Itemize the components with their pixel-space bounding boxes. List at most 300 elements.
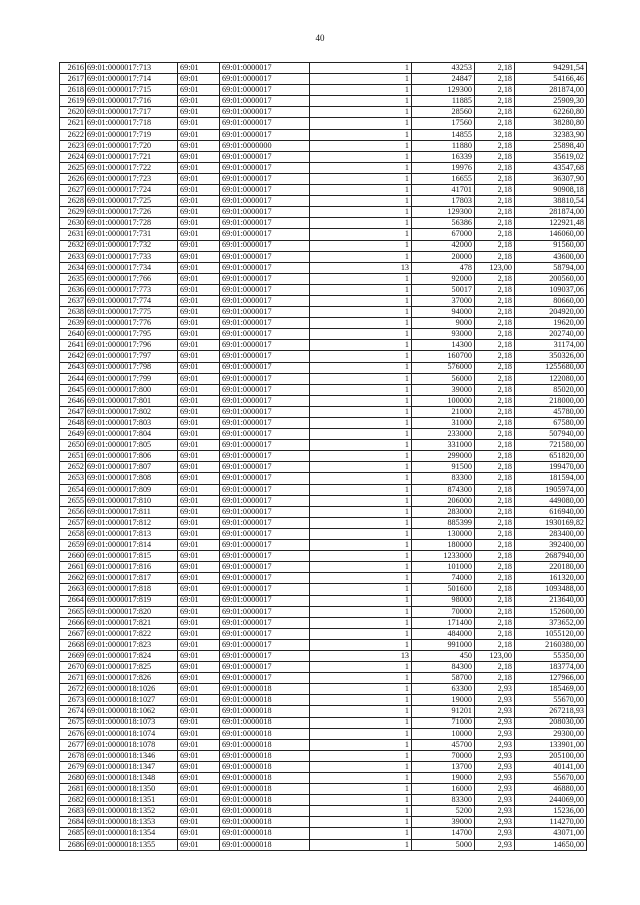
rate-cell: 2,18 <box>475 584 515 595</box>
rate-cell: 2,18 <box>475 517 515 528</box>
cadastral-block-cell: 69:01:0000017 <box>220 85 310 96</box>
cadastral-block-cell: 69:01:0000018 <box>220 817 310 828</box>
table-row <box>60 562 587 573</box>
row-number-cell: 2639 <box>60 318 86 329</box>
row-number-cell: 2675 <box>60 717 86 728</box>
rate-cell: 2,18 <box>475 140 515 151</box>
cadastral-number-cell: 69:01:0000017:807 <box>86 462 178 473</box>
area-cell: 24847 <box>412 74 475 85</box>
rate-cell: 123,00 <box>475 262 515 273</box>
value-cell: 46880,00 <box>515 784 587 795</box>
district-code-cell: 69:01 <box>178 739 220 750</box>
rate-cell: 2,18 <box>475 85 515 96</box>
row-number-cell: 2638 <box>60 307 86 318</box>
group-cell: 1 <box>310 784 412 795</box>
cadastral-block-cell: 69:01:0000017 <box>220 528 310 539</box>
group-cell: 1 <box>310 129 412 140</box>
value-cell: 35619,02 <box>515 151 587 162</box>
rate-cell: 2,18 <box>475 384 515 395</box>
row-number-cell: 2682 <box>60 795 86 806</box>
row-number-cell: 2660 <box>60 551 86 562</box>
row-number-cell: 2622 <box>60 129 86 140</box>
cadastral-number-cell: 69:01:0000018:1346 <box>86 750 178 761</box>
cadastral-block-cell: 69:01:0000017 <box>220 617 310 628</box>
group-cell: 1 <box>310 329 412 340</box>
cadastral-block-cell: 69:01:0000017 <box>220 395 310 406</box>
rate-cell: 2,18 <box>475 673 515 684</box>
rate-cell: 2,18 <box>475 540 515 551</box>
row-number-cell: 2657 <box>60 517 86 528</box>
cadastral-block-cell: 69:01:0000018 <box>220 695 310 706</box>
district-code-cell: 69:01 <box>178 185 220 196</box>
table-row <box>60 63 587 74</box>
cadastral-block-cell: 69:01:0000018 <box>220 706 310 717</box>
value-cell: 220180,00 <box>515 562 587 573</box>
district-code-cell: 69:01 <box>178 74 220 85</box>
group-cell: 1 <box>310 717 412 728</box>
district-code-cell: 69:01 <box>178 107 220 118</box>
area-cell: 160700 <box>412 351 475 362</box>
value-cell: 651820,00 <box>515 451 587 462</box>
row-number-cell: 2658 <box>60 528 86 539</box>
value-cell: 208030,00 <box>515 717 587 728</box>
value-cell: 85020,00 <box>515 384 587 395</box>
rate-cell: 2,18 <box>475 440 515 451</box>
table-row <box>60 240 587 251</box>
group-cell: 1 <box>310 207 412 218</box>
table-row <box>60 140 587 151</box>
row-number-cell: 2626 <box>60 173 86 184</box>
row-number-cell: 2655 <box>60 495 86 506</box>
area-cell: 92000 <box>412 273 475 284</box>
cadastral-number-cell: 69:01:0000017:811 <box>86 506 178 517</box>
table-row <box>60 129 587 140</box>
table-row <box>60 773 587 784</box>
area-cell: 233000 <box>412 429 475 440</box>
cadastral-block-cell: 69:01:0000017 <box>220 351 310 362</box>
rate-cell: 2,18 <box>475 573 515 584</box>
table-row <box>60 695 587 706</box>
rate-cell: 2,18 <box>475 406 515 417</box>
table-row <box>60 162 587 173</box>
district-code-cell: 69:01 <box>178 706 220 717</box>
district-code-cell: 69:01 <box>178 540 220 551</box>
rate-cell: 2,18 <box>475 340 515 351</box>
group-cell: 1 <box>310 728 412 739</box>
district-code-cell: 69:01 <box>178 262 220 273</box>
area-cell: 874300 <box>412 484 475 495</box>
rate-cell: 123,00 <box>475 650 515 661</box>
row-number-cell: 2637 <box>60 295 86 306</box>
cadastral-block-cell: 69:01:0000017 <box>220 562 310 573</box>
cadastral-block-cell: 69:01:0000017 <box>220 318 310 329</box>
district-code-cell: 69:01 <box>178 495 220 506</box>
value-cell: 25898,40 <box>515 140 587 151</box>
row-number-cell: 2645 <box>60 384 86 395</box>
cadastral-number-cell: 69:01:0000018:1347 <box>86 761 178 772</box>
table-row <box>60 584 587 595</box>
cadastral-block-cell: 69:01:0000017 <box>220 440 310 451</box>
area-cell: 11880 <box>412 140 475 151</box>
cadastral-number-cell: 69:01:0000018:1354 <box>86 828 178 839</box>
table-row <box>60 495 587 506</box>
row-number-cell: 2665 <box>60 606 86 617</box>
cadastral-number-cell: 69:01:0000017:823 <box>86 639 178 650</box>
cadastral-block-cell: 69:01:0000017 <box>220 229 310 240</box>
value-cell: 283400,00 <box>515 528 587 539</box>
area-cell: 17560 <box>412 118 475 129</box>
table-row <box>60 684 587 695</box>
group-cell: 1 <box>310 761 412 772</box>
cadastral-number-cell: 69:01:0000017:776 <box>86 318 178 329</box>
area-cell: 39000 <box>412 384 475 395</box>
value-cell: 183774,00 <box>515 662 587 673</box>
table-row <box>60 650 587 661</box>
cadastral-block-cell: 69:01:0000017 <box>220 329 310 340</box>
row-number-cell: 2670 <box>60 662 86 673</box>
district-code-cell: 69:01 <box>178 784 220 795</box>
area-cell: 56386 <box>412 218 475 229</box>
table-row <box>60 307 587 318</box>
group-cell: 1 <box>310 395 412 406</box>
value-cell: 350326,00 <box>515 351 587 362</box>
group-cell: 1 <box>310 273 412 284</box>
area-cell: 885399 <box>412 517 475 528</box>
row-number-cell: 2627 <box>60 185 86 196</box>
row-number-cell: 2634 <box>60 262 86 273</box>
table-row <box>60 85 587 96</box>
table-body <box>60 63 587 851</box>
area-cell: 20000 <box>412 251 475 262</box>
table-row <box>60 418 587 429</box>
rate-cell: 2,18 <box>475 284 515 295</box>
cadastral-block-cell: 69:01:0000017 <box>220 662 310 673</box>
table-row <box>60 628 587 639</box>
group-cell: 1 <box>310 418 412 429</box>
rate-cell: 2,18 <box>475 63 515 74</box>
cadastral-number-cell: 69:01:0000017:812 <box>86 517 178 528</box>
rate-cell: 2,18 <box>475 451 515 462</box>
district-code-cell: 69:01 <box>178 406 220 417</box>
district-code-cell: 69:01 <box>178 96 220 107</box>
group-cell: 1 <box>310 528 412 539</box>
rate-cell: 2,18 <box>475 429 515 440</box>
district-code-cell: 69:01 <box>178 795 220 806</box>
value-cell: 181594,00 <box>515 473 587 484</box>
group-cell: 1 <box>310 107 412 118</box>
cadastral-number-cell: 69:01:0000017:808 <box>86 473 178 484</box>
row-number-cell: 2623 <box>60 140 86 151</box>
table-row <box>60 828 587 839</box>
group-cell: 1 <box>310 750 412 761</box>
rate-cell: 2,18 <box>475 351 515 362</box>
cadastral-number-cell: 69:01:0000017:818 <box>86 584 178 595</box>
group-cell: 1 <box>310 662 412 673</box>
cadastral-number-cell: 69:01:0000018:1062 <box>86 706 178 717</box>
value-cell: 244069,00 <box>515 795 587 806</box>
value-cell: 200560,00 <box>515 273 587 284</box>
table-row <box>60 540 587 551</box>
value-cell: 507940,00 <box>515 429 587 440</box>
cadastral-block-cell: 69:01:0000017 <box>220 551 310 562</box>
row-number-cell: 2677 <box>60 739 86 750</box>
district-code-cell: 69:01 <box>178 695 220 706</box>
table-row <box>60 440 587 451</box>
area-cell: 501600 <box>412 584 475 595</box>
value-cell: 109037,06 <box>515 284 587 295</box>
value-cell: 91560,00 <box>515 240 587 251</box>
cadastral-block-cell: 69:01:0000017 <box>220 628 310 639</box>
group-cell: 1 <box>310 739 412 750</box>
table-row <box>60 739 587 750</box>
rate-cell: 2,18 <box>475 329 515 340</box>
table-row <box>60 606 587 617</box>
row-number-cell: 2685 <box>60 828 86 839</box>
cadastral-block-cell: 69:01:0000017 <box>220 63 310 74</box>
district-code-cell: 69:01 <box>178 240 220 251</box>
cadastral-block-cell: 69:01:0000017 <box>220 650 310 661</box>
group-cell: 1 <box>310 551 412 562</box>
rate-cell: 2,18 <box>475 151 515 162</box>
value-cell: 127966,00 <box>515 673 587 684</box>
cadastral-number-cell: 69:01:0000017:826 <box>86 673 178 684</box>
table-row <box>60 196 587 207</box>
cadastral-block-cell: 69:01:0000018 <box>220 728 310 739</box>
cadastral-block-cell: 69:01:0000018 <box>220 839 310 850</box>
rate-cell: 2,93 <box>475 806 515 817</box>
cadastral-number-cell: 69:01:0000017:804 <box>86 429 178 440</box>
row-number-cell: 2672 <box>60 684 86 695</box>
rate-cell: 2,18 <box>475 628 515 639</box>
rate-cell: 2,18 <box>475 74 515 85</box>
cadastral-block-cell: 69:01:0000017 <box>220 185 310 196</box>
table-row <box>60 451 587 462</box>
cadastral-block-cell: 69:01:0000017 <box>220 251 310 262</box>
cadastral-number-cell: 69:01:0000017:720 <box>86 140 178 151</box>
area-cell: 45700 <box>412 739 475 750</box>
group-cell: 1 <box>310 96 412 107</box>
cadastral-number-cell: 69:01:0000017:713 <box>86 63 178 74</box>
group-cell: 1 <box>310 462 412 473</box>
district-code-cell: 69:01 <box>178 362 220 373</box>
cadastral-block-cell: 69:01:0000017 <box>220 173 310 184</box>
group-cell: 1 <box>310 506 412 517</box>
value-cell: 54166,46 <box>515 74 587 85</box>
cadastral-number-cell: 69:01:0000018:1355 <box>86 839 178 850</box>
cadastral-block-cell: 69:01:0000017 <box>220 573 310 584</box>
rate-cell: 2,18 <box>475 107 515 118</box>
rate-cell: 2,93 <box>475 773 515 784</box>
row-number-cell: 2664 <box>60 595 86 606</box>
group-cell: 1 <box>310 362 412 373</box>
cadastral-number-cell: 69:01:0000017:731 <box>86 229 178 240</box>
table-row <box>60 817 587 828</box>
value-cell: 281874,00 <box>515 207 587 218</box>
row-number-cell: 2643 <box>60 362 86 373</box>
district-code-cell: 69:01 <box>178 129 220 140</box>
cadastral-number-cell: 69:01:0000017:821 <box>86 617 178 628</box>
cadastral-block-cell: 69:01:0000017 <box>220 495 310 506</box>
rate-cell: 2,93 <box>475 839 515 850</box>
table-row <box>60 340 587 351</box>
table-row <box>60 218 587 229</box>
cadastral-number-cell: 69:01:0000017:800 <box>86 384 178 395</box>
value-cell: 161320,00 <box>515 573 587 584</box>
rate-cell: 2,18 <box>475 606 515 617</box>
value-cell: 62260,80 <box>515 107 587 118</box>
district-code-cell: 69:01 <box>178 773 220 784</box>
value-cell: 205100,00 <box>515 750 587 761</box>
cadastral-block-cell: 69:01:0000017 <box>220 307 310 318</box>
rate-cell: 2,18 <box>475 418 515 429</box>
group-cell: 1 <box>310 340 412 351</box>
district-code-cell: 69:01 <box>178 673 220 684</box>
district-code-cell: 69:01 <box>178 418 220 429</box>
cadastral-number-cell: 69:01:0000017:816 <box>86 562 178 573</box>
area-cell: 478 <box>412 262 475 273</box>
area-cell: 17803 <box>412 196 475 207</box>
cadastral-block-cell: 69:01:0000017 <box>220 107 310 118</box>
rate-cell: 2,18 <box>475 207 515 218</box>
group-cell: 1 <box>310 817 412 828</box>
district-code-cell: 69:01 <box>178 373 220 384</box>
value-cell: 36307,90 <box>515 173 587 184</box>
rate-cell: 2,18 <box>475 162 515 173</box>
district-code-cell: 69:01 <box>178 584 220 595</box>
rate-cell: 2,18 <box>475 462 515 473</box>
cadastral-block-cell: 69:01:0000017 <box>220 196 310 207</box>
group-cell: 1 <box>310 229 412 240</box>
cadastral-number-cell: 69:01:0000017:799 <box>86 373 178 384</box>
cadastral-number-cell: 69:01:0000018:1074 <box>86 728 178 739</box>
area-cell: 19976 <box>412 162 475 173</box>
table-row <box>60 506 587 517</box>
district-code-cell: 69:01 <box>178 528 220 539</box>
cadastral-number-cell: 69:01:0000017:766 <box>86 273 178 284</box>
table-row <box>60 806 587 817</box>
value-cell: 19620,00 <box>515 318 587 329</box>
rate-cell: 2,18 <box>475 617 515 628</box>
district-code-cell: 69:01 <box>178 140 220 151</box>
cadastral-block-cell: 69:01:0000017 <box>220 429 310 440</box>
area-cell: 28560 <box>412 107 475 118</box>
area-cell: 129300 <box>412 85 475 96</box>
group-cell: 1 <box>310 473 412 484</box>
group-cell: 1 <box>310 373 412 384</box>
group-cell: 13 <box>310 650 412 661</box>
row-number-cell: 2663 <box>60 584 86 595</box>
row-number-cell: 2666 <box>60 617 86 628</box>
area-cell: 5000 <box>412 839 475 850</box>
table-row <box>60 96 587 107</box>
area-cell: 71000 <box>412 717 475 728</box>
group-cell: 1 <box>310 151 412 162</box>
cadastral-number-cell: 69:01:0000017:775 <box>86 307 178 318</box>
table-row <box>60 706 587 717</box>
value-cell: 1255680,00 <box>515 362 587 373</box>
row-number-cell: 2661 <box>60 562 86 573</box>
table-row <box>60 528 587 539</box>
cadastral-number-cell: 69:01:0000017:802 <box>86 406 178 417</box>
table-row <box>60 551 587 562</box>
district-code-cell: 69:01 <box>178 473 220 484</box>
district-code-cell: 69:01 <box>178 462 220 473</box>
cadastral-block-cell: 69:01:0000017 <box>220 451 310 462</box>
value-cell: 185469,00 <box>515 684 587 695</box>
area-cell: 101000 <box>412 562 475 573</box>
group-cell: 1 <box>310 240 412 251</box>
cadastral-number-cell: 69:01:0000018:1351 <box>86 795 178 806</box>
group-cell: 1 <box>310 196 412 207</box>
row-number-cell: 2631 <box>60 229 86 240</box>
cadastral-number-cell: 69:01:0000017:819 <box>86 595 178 606</box>
cadastral-block-cell: 69:01:0000018 <box>220 739 310 750</box>
cadastral-number-cell: 69:01:0000017:806 <box>86 451 178 462</box>
group-cell: 1 <box>310 806 412 817</box>
group-cell: 1 <box>310 706 412 717</box>
table-row <box>60 295 587 306</box>
row-number-cell: 2633 <box>60 251 86 262</box>
group-cell: 1 <box>310 484 412 495</box>
cadastral-number-cell: 69:01:0000018:1078 <box>86 739 178 750</box>
table-row <box>60 118 587 129</box>
value-cell: 2160380,00 <box>515 639 587 650</box>
cadastral-number-cell: 69:01:0000017:718 <box>86 118 178 129</box>
value-cell: 392400,00 <box>515 540 587 551</box>
cadastral-number-cell: 69:01:0000018:1348 <box>86 773 178 784</box>
table-row <box>60 784 587 795</box>
row-number-cell: 2674 <box>60 706 86 717</box>
cadastral-block-cell: 69:01:0000018 <box>220 828 310 839</box>
cadastral-block-cell: 69:01:0000017 <box>220 517 310 528</box>
district-code-cell: 69:01 <box>178 606 220 617</box>
rate-cell: 2,93 <box>475 795 515 806</box>
district-code-cell: 69:01 <box>178 628 220 639</box>
value-cell: 146060,00 <box>515 229 587 240</box>
group-cell: 1 <box>310 185 412 196</box>
area-cell: 991000 <box>412 639 475 650</box>
value-cell: 114270,00 <box>515 817 587 828</box>
area-cell: 50017 <box>412 284 475 295</box>
table-row <box>60 284 587 295</box>
row-number-cell: 2641 <box>60 340 86 351</box>
group-cell: 1 <box>310 284 412 295</box>
value-cell: 43600,00 <box>515 251 587 262</box>
group-cell: 1 <box>310 517 412 528</box>
row-number-cell: 2646 <box>60 395 86 406</box>
group-cell: 13 <box>310 262 412 273</box>
district-code-cell: 69:01 <box>178 806 220 817</box>
group-cell: 1 <box>310 440 412 451</box>
group-cell: 1 <box>310 573 412 584</box>
row-number-cell: 2628 <box>60 196 86 207</box>
group-cell: 1 <box>310 495 412 506</box>
area-cell: 83300 <box>412 473 475 484</box>
cadastral-block-cell: 69:01:0000017 <box>220 129 310 140</box>
cadastral-number-cell: 69:01:0000017:803 <box>86 418 178 429</box>
table-row <box>60 74 587 85</box>
value-cell: 55670,00 <box>515 695 587 706</box>
cadastral-number-cell: 69:01:0000018:1353 <box>86 817 178 828</box>
group-cell: 1 <box>310 384 412 395</box>
cadastral-block-cell: 69:01:0000018 <box>220 717 310 728</box>
cadastral-block-cell: 69:01:0000018 <box>220 773 310 784</box>
area-cell: 206000 <box>412 495 475 506</box>
cadastral-number-cell: 69:01:0000018:1027 <box>86 695 178 706</box>
row-number-cell: 2669 <box>60 650 86 661</box>
group-cell: 1 <box>310 684 412 695</box>
cadastral-number-cell: 69:01:0000017:724 <box>86 185 178 196</box>
